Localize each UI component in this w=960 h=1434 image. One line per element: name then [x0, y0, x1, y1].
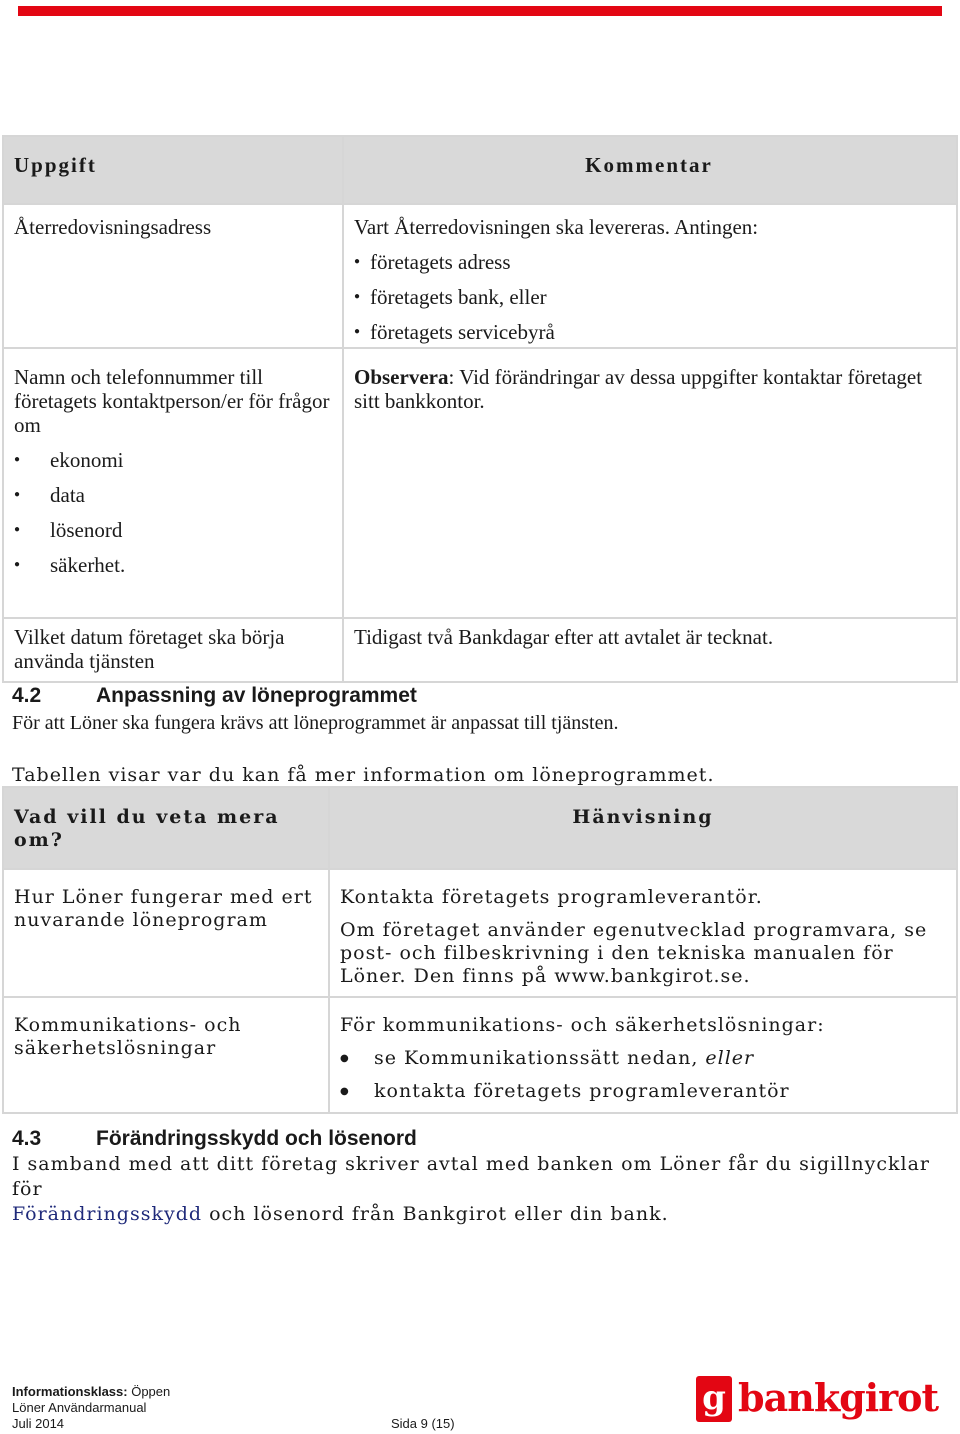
- footer-info: [12, 1384, 170, 1432]
- list-item: ● företagets bank, eller: [354, 285, 946, 309]
- info-class: [12, 1384, 170, 1400]
- note-text: : Vid förändringar av dessa uppgifter kontaktar företaget sitt bankkontor.: [354, 365, 923, 413]
- page-number: Sida 9 (15): [391, 1416, 455, 1431]
- header-task: Uppgift: [3, 136, 343, 204]
- header-comment: Kommentar: [343, 136, 957, 204]
- list-item: ● ekonomi: [14, 448, 332, 472]
- bullet-text: se Kommunikationssätt nedan,: [374, 1047, 706, 1069]
- comment-intro: Vart Återredovisningen ska levereras. Antingen:: [354, 215, 759, 239]
- task-comment-table: [2, 135, 958, 683]
- table-row: [3, 869, 957, 997]
- task-cell: Återredovisningsadress: [3, 204, 343, 348]
- footer-date: Juli 2014: [12, 1416, 65, 1431]
- section-title: Förändringsskydd och lösenord: [96, 1127, 417, 1150]
- comment-cell: Tidigast två Bankdagar efter att avtalet är tecknat.: [343, 618, 957, 682]
- table-row: [3, 204, 957, 348]
- comment-cell: [343, 204, 957, 348]
- task-cell: [3, 348, 343, 618]
- reference-text: För kommunikations- och säkerhetslösningar:: [340, 1014, 825, 1036]
- table-row: [3, 348, 957, 618]
- info-class-value: Öppen: [127, 1384, 171, 1399]
- list-item: [340, 1047, 946, 1070]
- list-item: ● data: [14, 483, 332, 507]
- contact-topics-list: [14, 448, 332, 577]
- section-text: [12, 1152, 952, 1227]
- section-text-part: I samband med att ditt företag skriver avtal med banken om Löner får du sigillnycklar för: [12, 1153, 930, 1200]
- section-text: För att Löner ska fungera krävs att löneprogrammet är anpassat till tjänsten.: [12, 712, 619, 734]
- change-protection-link[interactable]: Förändringsskydd: [12, 1203, 203, 1225]
- list-item: ● kontakta företagets programleverantör: [340, 1080, 946, 1103]
- reference-cell: [329, 997, 957, 1113]
- table-header-row: [3, 136, 957, 204]
- question-cell: Kommunikations- och säkerhetslösningar: [3, 997, 329, 1113]
- comment-cell: [343, 348, 957, 618]
- table-intro-text: Tabellen visar var du kan få mer information om löneprogrammet.: [12, 764, 715, 786]
- logo-wordmark: bankgirot: [738, 1375, 939, 1420]
- bullet-emphasis: eller: [705, 1047, 755, 1069]
- list-item: ● företagets adress: [354, 250, 946, 274]
- list-item: ● lösenord: [14, 518, 332, 542]
- question-cell: Hur Löner fungerar med ert nuvarande löneprogram: [3, 869, 329, 997]
- reference-text: Kontakta företagets programleverantör.: [340, 886, 763, 908]
- section-title: Anpassning av löneprogrammet: [96, 684, 417, 707]
- logo-mark-icon: g: [696, 1376, 732, 1422]
- reference-table: [2, 786, 958, 1114]
- task-cell: Vilket datum företaget ska börja använda tjänsten: [3, 618, 343, 682]
- section-heading: [12, 1127, 417, 1151]
- reference-cell: [329, 869, 957, 997]
- manual-name: Löner Användarmanual: [12, 1400, 147, 1415]
- section-number: 4.3: [12, 1127, 42, 1150]
- section-number: 4.2: [12, 684, 42, 707]
- info-class-label: Informationsklass:: [12, 1384, 128, 1399]
- list-item: ● företagets servicebyrå: [354, 320, 946, 344]
- table-row: [3, 618, 957, 682]
- table-row: [3, 997, 957, 1113]
- section-heading: [12, 684, 417, 708]
- table-header-row: [3, 787, 957, 869]
- contact-task-text: Namn och telefonnummer till företagets kontaktperson/er för frågor om: [14, 365, 330, 437]
- section-text-part: och lösenord från Bankgirot eller din bank.: [202, 1203, 669, 1225]
- reference-text: Om företaget använder egenutvecklad programvara, se post- och filbeskrivning i den tekniska manualen för Löner. Den finns på www.bankgirot.se.: [340, 919, 928, 987]
- delivery-options-list: [354, 250, 946, 344]
- reference-list: [340, 1047, 946, 1103]
- list-item: ● säkerhet.: [14, 553, 332, 577]
- note-label: Observera: [354, 365, 449, 389]
- header-reference: Hänvisning: [329, 787, 957, 869]
- top-accent-bar: [18, 6, 942, 16]
- header-question: Vad vill du veta mera om?: [3, 787, 329, 869]
- bankgirot-logo: [696, 1376, 940, 1422]
